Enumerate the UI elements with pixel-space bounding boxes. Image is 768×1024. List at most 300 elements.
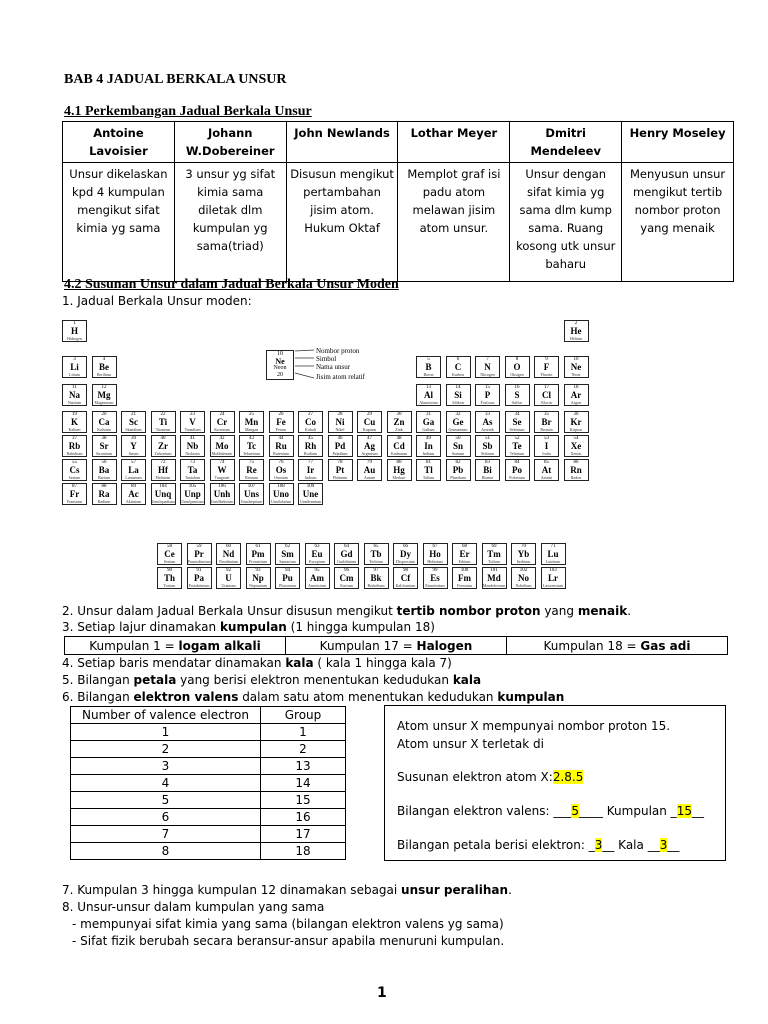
element-number: 61 (255, 544, 261, 549)
element-name: Prometium (249, 559, 267, 564)
element-rh (298, 435, 323, 457)
history-cell: Disusun mengikut pertambahan jisim atom. Hukum Oktaf (286, 163, 398, 282)
element-symbol: Bi (483, 465, 492, 475)
element-number: 16 (514, 385, 520, 390)
element-name: Kripton (569, 427, 583, 432)
element-number: 75 (249, 460, 254, 465)
example-label: __ (667, 838, 680, 852)
element-number: 48 (396, 436, 402, 441)
element-ag (357, 435, 382, 457)
element-number: 58 (167, 544, 172, 549)
element-name: Silikon (452, 400, 464, 405)
element-symbol: Sm (281, 549, 294, 559)
element-name: Helium (570, 336, 582, 341)
element-name: Fluorin (540, 372, 553, 377)
element-cd (387, 435, 412, 457)
element-symbol: Xe (570, 441, 582, 451)
item-6-bold: elektron valens (133, 690, 239, 704)
section-1-title: 4.1 Perkembangan Jadual Berkala Unsur (64, 104, 312, 119)
element-name: Bismut (481, 475, 494, 480)
history-body-row (63, 163, 734, 282)
example-label: Susunan elektron atom X: (397, 770, 553, 784)
element-name: Mangan (244, 427, 259, 432)
element-symbol: No (518, 573, 529, 583)
element-symbol: Ir (306, 465, 315, 475)
element-name: Strontium (95, 451, 112, 456)
valence-cell: 7 (71, 826, 261, 843)
group-answer: 15 (676, 804, 692, 818)
group-cell: 16 (261, 809, 346, 826)
element-number: 77 (308, 460, 313, 465)
element-number: 41 (190, 436, 195, 441)
element-at (534, 459, 559, 481)
element-number: 96 (344, 568, 349, 573)
element-name: Selenium (509, 427, 525, 432)
element-number: 13 (426, 385, 431, 390)
element-name: Barium (98, 475, 110, 480)
item-5-bold: petala (133, 673, 177, 687)
element-symbol: Y (130, 441, 137, 451)
item-3-text: 3. Setiap lajur dinamakan (62, 620, 220, 634)
table-row (71, 809, 346, 826)
element-name: Iridium (304, 475, 317, 480)
element-name: Natrium (67, 400, 82, 405)
element-y (121, 435, 146, 457)
element-number: 108 (277, 484, 285, 489)
element-mn (239, 411, 264, 433)
element-name: Skandium (125, 427, 142, 432)
kumpulan-table (64, 636, 728, 655)
group-cell: 14 (261, 775, 346, 792)
legend-box-name: Neon (273, 365, 287, 371)
element-uns (239, 483, 264, 505)
periodic-table (62, 320, 634, 588)
element-symbol: Pu (282, 573, 293, 583)
element-name: Talium (422, 475, 435, 480)
element-name: Oksigen (510, 372, 524, 377)
element-number: 63 (314, 544, 320, 549)
element-rn (564, 459, 589, 481)
element-symbol: Unq (154, 489, 172, 499)
element-hf (151, 459, 176, 481)
page-number: 1 (377, 985, 387, 1001)
history-header: Dmitri Mendeleev (510, 122, 622, 163)
element-number: 94 (285, 568, 290, 573)
element-name: Boron (423, 372, 434, 377)
element-k (62, 411, 87, 433)
element-zn (387, 411, 412, 433)
history-header: Lothar Meyer (398, 122, 510, 163)
element-number: 31 (426, 412, 431, 417)
element-lr (541, 567, 566, 589)
element-name: Rodium (304, 451, 317, 456)
item-4-text: 4. Setiap baris mendatar dinamakan (62, 656, 286, 670)
element-al (416, 384, 441, 406)
element-symbol: Md (487, 573, 501, 583)
element-n (475, 356, 500, 378)
element-ru (269, 435, 294, 457)
element-number: 81 (426, 460, 431, 465)
element-symbol: Zr (158, 441, 168, 451)
element-symbol: Be (99, 362, 109, 372)
item-7-bold: unsur peralihan (401, 883, 509, 897)
element-symbol: Li (70, 362, 79, 372)
element-name: Torium (163, 583, 176, 588)
kumpulan-label: Kumpulan 17 = (319, 638, 417, 653)
element-number: 59 (196, 544, 202, 549)
element-name: Xenon (570, 451, 582, 456)
element-symbol: Dy (400, 549, 411, 559)
element-bi (475, 459, 500, 481)
element-number: 6 (456, 357, 460, 362)
element-number: 29 (367, 412, 372, 417)
item-6-text: dalam satu atom menentukan kedudukan (238, 690, 498, 704)
element-name: Astatin (540, 475, 553, 480)
element-name: Fransium (66, 499, 83, 504)
element-number: 97 (373, 568, 379, 573)
element-name: Nobelium (515, 583, 532, 588)
element-fe (269, 411, 294, 433)
element-name: Radium (97, 499, 111, 504)
element-name: Einsteinium (425, 583, 445, 588)
element-symbol: Po (512, 465, 522, 475)
item-3 (62, 620, 435, 635)
element-symbol: Sn (452, 441, 463, 451)
element-pd (328, 435, 353, 457)
element-number: 51 (485, 436, 490, 441)
element-symbol: Mn (244, 417, 259, 427)
element-number: 40 (160, 436, 166, 441)
element-name: Teknetium (242, 451, 261, 456)
element-ge (446, 411, 471, 433)
item-7-text: . (508, 883, 512, 897)
element-na (62, 384, 87, 406)
element-number: 88 (101, 484, 107, 489)
element-name: Praseodimium (187, 559, 211, 564)
item-4 (62, 656, 452, 671)
element-number: 43 (249, 436, 254, 441)
element-symbol: Ac (128, 489, 139, 499)
element-symbol: Sb (482, 441, 493, 451)
element-be (92, 356, 117, 378)
element-number: 30 (396, 412, 402, 417)
legend-example-box (266, 350, 294, 380)
element-number: 78 (337, 460, 343, 465)
element-symbol: Cd (393, 441, 405, 451)
element-he (564, 320, 589, 342)
element-number: 39 (131, 436, 136, 441)
item-5-text: yang berisi elektron menentukan kedudukan (176, 673, 453, 687)
element-cl (534, 384, 559, 406)
element-pu (275, 567, 300, 589)
element-name: Terbium (369, 559, 383, 564)
element-name: Neon (571, 372, 581, 377)
element-symbol: Tb (370, 549, 382, 559)
element-gd (334, 543, 359, 565)
example-label: ____ Kumpulan _ (578, 804, 677, 818)
element-name: Nitrogen (480, 372, 495, 377)
element-symbol: Os (275, 465, 287, 475)
element-number: 87 (72, 484, 77, 489)
element-name: Plutonium (279, 583, 296, 588)
example-box (384, 705, 726, 861)
element-symbol: K (70, 417, 78, 427)
element-symbol: U (225, 573, 232, 583)
element-co (298, 411, 323, 433)
item-6-bold: kumpulan (497, 690, 565, 704)
group-cell: 13 (261, 758, 346, 775)
element-name: Kromium (214, 427, 230, 432)
element-symbol: In (424, 441, 433, 451)
element-am (305, 567, 330, 589)
element-number: 52 (514, 436, 520, 441)
element-number: 84 (514, 460, 520, 465)
item-2 (62, 604, 631, 619)
item-1: 1. Jadual Berkala Unsur moden: (62, 294, 252, 308)
element-name: Stanum (451, 451, 465, 456)
element-as (475, 411, 500, 433)
element-number: 103 (549, 568, 557, 573)
element-symbol: Cf (400, 573, 411, 583)
element-number: 74 (219, 460, 225, 465)
element-name: Kalium (68, 427, 81, 432)
item-5 (62, 673, 481, 688)
element-symbol: Sc (129, 417, 138, 427)
element-number: 7 (486, 357, 489, 362)
element-name: Unnilennium (299, 499, 322, 504)
element-name: Polonium (509, 475, 525, 480)
element-symbol: F (543, 362, 550, 372)
element-symbol: Au (363, 465, 376, 475)
element-name: Hidrogen (66, 336, 83, 341)
element-name: Klorin (541, 400, 552, 405)
valence-header: Group (261, 707, 346, 724)
element-name: Titanium (155, 427, 171, 432)
element-name: Stibium (481, 451, 494, 456)
table-row (71, 792, 346, 809)
element-name: Nikel (335, 427, 345, 432)
element-number: 100 (460, 568, 469, 573)
element-sr (92, 435, 117, 457)
element-symbol: Ni (335, 417, 345, 427)
item-4-text: ( kala 1 hingga kala 7) (313, 656, 452, 670)
element-symbol: Re (246, 465, 257, 475)
item-7 (62, 883, 512, 898)
element-number: 37 (72, 436, 77, 441)
element-name: Serium (163, 559, 176, 564)
element-symbol: Uno (272, 489, 289, 499)
table-row (71, 826, 346, 843)
element-er (452, 543, 477, 565)
legend-label-mass: Jisim atom relatif (316, 373, 365, 381)
element-symbol: Fr (69, 489, 80, 499)
item-3-bold: kumpulan (219, 620, 287, 634)
table-row (71, 843, 346, 860)
element-symbol: Lu (547, 549, 559, 559)
element-number: 85 (544, 460, 549, 465)
element-name: Aurum (363, 475, 376, 480)
element-number: 19 (72, 412, 77, 417)
element-tb (364, 543, 389, 565)
item-2-text: 2. Unsur dalam Jadual Berkala Unsur disusun mengikut (62, 604, 397, 618)
element-b (416, 356, 441, 378)
element-name: Unnilquadium (151, 499, 175, 504)
element-w (210, 459, 235, 481)
element-ba (92, 459, 117, 481)
item-7-text: 7. Kumpulan 3 hingga kumpulan 12 dinamakan sebagai (62, 883, 402, 897)
element-name: Molibdenum (211, 451, 233, 456)
element-hg (387, 459, 412, 481)
element-symbol: Mg (97, 390, 111, 400)
element-ne (564, 356, 589, 378)
element-name: Berkelium (367, 583, 385, 588)
element-number: 95 (314, 568, 320, 573)
valence-cell: 8 (71, 843, 261, 860)
element-number: 73 (190, 460, 195, 465)
element-fr (62, 483, 87, 505)
element-number: 53 (544, 436, 549, 441)
element-number: 21 (131, 412, 136, 417)
element-name: Aluminium (419, 400, 438, 405)
element-name: Argon (570, 400, 582, 405)
item-2-bold: menaik (577, 604, 628, 618)
element-symbol: Cr (216, 417, 228, 427)
element-number: 11 (72, 385, 77, 390)
element-symbol: Ra (98, 489, 110, 499)
element-name: Radon (570, 475, 582, 480)
element-tm (482, 543, 507, 565)
element-ra (92, 483, 117, 505)
element-number: 33 (485, 412, 490, 417)
element-number: 2 (574, 321, 578, 326)
element-name: Amerisium (308, 583, 326, 588)
element-number: 54 (573, 436, 579, 441)
element-number: 80 (396, 460, 402, 465)
element-symbol: Fe (276, 417, 286, 427)
group-cell: 17 (261, 826, 346, 843)
element-name: Ferum (275, 427, 287, 432)
element-name: Telurium (509, 451, 525, 456)
element-symbol: Si (454, 390, 462, 400)
item-5-text: 5. Bilangan (62, 673, 134, 687)
element-name: Unnilpentium (181, 499, 204, 504)
element-name: Samarium (279, 559, 296, 564)
element-name: Germanium (448, 427, 468, 432)
element-name: Erbium (458, 559, 471, 564)
element-symbol: Eu (311, 549, 323, 559)
element-number: 44 (278, 436, 284, 441)
element-name: Europium (309, 559, 325, 564)
element-name: Holmium (427, 559, 443, 564)
element-number: 27 (308, 412, 313, 417)
element-number: 45 (308, 436, 313, 441)
valence-electron-answer: 5 (571, 804, 579, 818)
element-no (511, 567, 536, 589)
element-in (416, 435, 441, 457)
element-i (534, 435, 559, 457)
element-symbol: Nb (186, 441, 199, 451)
element-number: 17 (544, 385, 549, 390)
element-number: 49 (426, 436, 431, 441)
element-symbol: Uns (243, 489, 259, 499)
element-symbol: Kr (570, 417, 582, 427)
element-pa (187, 567, 212, 589)
element-number: 12 (101, 385, 107, 390)
group-cell: 18 (261, 843, 346, 860)
element-ac (121, 483, 146, 505)
kumpulan-cell (286, 637, 507, 655)
element-symbol: Al (424, 390, 433, 400)
element-br (534, 411, 559, 433)
element-cs (62, 459, 87, 481)
element-number: 36 (573, 412, 579, 417)
element-u (216, 567, 241, 589)
example-line-5 (397, 838, 679, 852)
table-row (71, 758, 346, 775)
element-number: 104 (159, 484, 167, 489)
element-re (239, 459, 264, 481)
element-name: Disprosium (396, 559, 415, 564)
element-number: 71 (550, 544, 556, 549)
element-number: 92 (226, 568, 231, 573)
element-name: Kadmium (391, 451, 407, 456)
element-au (357, 459, 382, 481)
element-number: 89 (131, 484, 136, 489)
element-number: 66 (403, 544, 408, 549)
element-ho (423, 543, 448, 565)
element-v (180, 411, 205, 433)
element-np (246, 567, 271, 589)
element-symbol: S (514, 390, 520, 400)
element-ar (564, 384, 589, 406)
kumpulan-name: logam alkali (178, 638, 261, 653)
element-name: Itrium (128, 451, 139, 456)
element-number: 60 (226, 544, 231, 549)
element-number: 26 (278, 412, 284, 417)
element-symbol: Pr (194, 549, 204, 559)
element-symbol: Ti (158, 417, 168, 427)
history-cell: Memplot graf isi padu atom melawan jisim atom unsur. (398, 163, 510, 282)
element-pm (246, 543, 271, 565)
kumpulan-label: Kumpulan 18 = (543, 638, 641, 653)
element-symbol: Cm (339, 573, 354, 583)
element-s (505, 384, 530, 406)
element-name: Sulfur (512, 400, 522, 405)
element-name: Unnilheksium (210, 499, 234, 504)
element-number: 34 (514, 412, 520, 417)
example-line-1: Atom unsur X mempunyai nombor proton 15. (397, 719, 671, 733)
table-row (71, 741, 346, 758)
valence-header-row (71, 707, 346, 724)
element-symbol: He (570, 326, 582, 336)
element-number: 55 (72, 460, 77, 465)
element-fm (452, 567, 477, 589)
element-number: 5 (427, 357, 430, 362)
example-label: __ (691, 804, 704, 818)
section-2-title: 4.2 Susunan Unsur dalam Jadual Berkala Unsur Moden (64, 277, 399, 292)
element-zr (151, 435, 176, 457)
element-symbol: Rb (68, 441, 81, 451)
element-unq (151, 483, 176, 505)
element-number: 4 (102, 357, 106, 362)
element-number: 23 (190, 412, 195, 417)
valence-cell: 5 (71, 792, 261, 809)
element-name: Tungsten (214, 475, 230, 480)
element-number: 1 (73, 321, 76, 326)
element-number: 83 (485, 460, 490, 465)
element-number: 68 (462, 544, 467, 549)
element-number: 109 (306, 484, 315, 489)
